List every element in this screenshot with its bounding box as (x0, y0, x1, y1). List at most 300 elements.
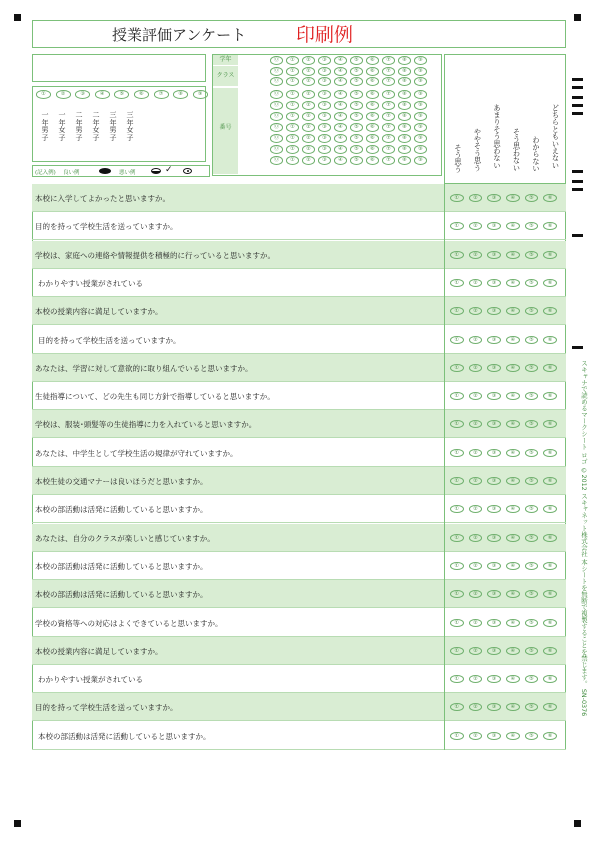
answer-bubble[interactable]: ⑥ (543, 675, 557, 683)
answer-bubble[interactable]: ⑤ (525, 392, 539, 400)
answer-bubble[interactable]: ⑥ (543, 732, 557, 740)
answer-bubbles (450, 364, 557, 372)
answer-bubble[interactable]: ④ (506, 279, 520, 287)
id-bubble[interactable]: ③ (318, 123, 331, 132)
id-bubble[interactable]: ③ (318, 156, 331, 165)
id-bubble[interactable]: ① (286, 101, 299, 110)
answer-bubbles (450, 279, 557, 287)
answer-bubbles (450, 590, 557, 598)
grade-bubble[interactable]: ⑤ (114, 90, 129, 99)
id-bubble[interactable]: ④ (334, 67, 347, 76)
answer-bubble[interactable]: ② (469, 307, 483, 315)
answer-bubble[interactable]: ④ (506, 449, 520, 457)
answer-bubble[interactable]: ① (450, 307, 464, 315)
id-bubble[interactable]: ⑦ (382, 145, 395, 154)
answer-bubbles (450, 392, 557, 400)
answer-bubble[interactable]: ⑤ (525, 279, 539, 287)
side-copyright: スキャナで読めるマークシート ロゴ ©2012 スキャネット株式会社 本シートを無断で複製することを禁じます。 SN-0376 (580, 360, 588, 717)
answer-bubble[interactable]: ④ (506, 590, 520, 598)
id-bubble[interactable]: ④ (334, 101, 347, 110)
id-bubble[interactable]: ② (302, 101, 315, 110)
answer-bubble[interactable]: ② (469, 590, 483, 598)
id-bubble[interactable]: ⑦ (382, 56, 395, 65)
id-bubble[interactable]: ⑨ (414, 56, 427, 65)
answer-bubble[interactable]: ③ (487, 336, 501, 344)
answer-bubble[interactable]: ② (469, 647, 483, 655)
id-bubble[interactable]: ⑦ (382, 101, 395, 110)
id-bubble[interactable]: ② (302, 112, 315, 121)
id-bubble-row (270, 56, 427, 65)
grade-bubble[interactable]: ⑧ (173, 90, 188, 99)
id-bubble[interactable]: ⑤ (350, 101, 363, 110)
answer-bubble[interactable]: ⑤ (525, 477, 539, 485)
answer-bubble[interactable]: ⑤ (525, 590, 539, 598)
id-bubble[interactable]: ① (286, 112, 299, 121)
id-bubble[interactable]: ⑧ (398, 145, 411, 154)
name-field[interactable] (32, 54, 206, 82)
answer-bubble[interactable]: ⑥ (543, 647, 557, 655)
id-bubble-row (270, 90, 427, 99)
id-bubble[interactable]: ⑧ (398, 101, 411, 110)
id-bubble[interactable]: ⑦ (382, 123, 395, 132)
answer-bubble[interactable]: ① (450, 647, 464, 655)
answer-bubble[interactable]: ④ (506, 364, 520, 372)
answer-bubble[interactable]: ③ (487, 703, 501, 711)
answer-bubbles (450, 336, 557, 344)
answer-bubble[interactable]: ② (469, 534, 483, 542)
answer-bubble[interactable]: ⑤ (525, 505, 539, 513)
answer-bubble[interactable]: ② (469, 449, 483, 457)
answer-bubble[interactable]: ⑤ (525, 449, 539, 457)
id-bubble[interactable]: ⑨ (414, 123, 427, 132)
answer-bubbles (450, 703, 557, 711)
answer-bubble[interactable]: ③ (487, 251, 501, 259)
answer-bubble[interactable]: ③ (487, 194, 501, 202)
answer-bubble[interactable]: ④ (506, 505, 520, 513)
question-text: あなたは、自分のクラスが楽しいと感じていますか。 (35, 533, 215, 543)
answer-bubble[interactable]: ⑥ (543, 449, 557, 457)
answer-bubble[interactable]: ④ (506, 562, 520, 570)
answer-bubble[interactable]: ⑥ (543, 251, 557, 259)
id-bubble[interactable]: ② (302, 123, 315, 132)
answer-bubbles (450, 420, 557, 428)
id-bubble[interactable]: ⑨ (414, 77, 427, 86)
id-bubble[interactable]: ③ (318, 134, 331, 143)
answer-bubble[interactable]: ⑥ (543, 420, 557, 428)
answer-bubble[interactable]: ④ (506, 194, 520, 202)
answer-bubble[interactable]: ④ (506, 392, 520, 400)
id-bubble-row (270, 101, 427, 110)
id-bubble[interactable]: ④ (334, 145, 347, 154)
id-bubble[interactable]: ② (302, 134, 315, 143)
answer-bubble[interactable]: ⑥ (543, 307, 557, 315)
id-bubble[interactable]: ⓪ (270, 56, 283, 65)
dot-mark-icon (183, 168, 192, 174)
answer-bubble[interactable]: ④ (506, 222, 520, 230)
answer-bubble[interactable]: ③ (487, 392, 501, 400)
id-bubble[interactable]: ① (286, 123, 299, 132)
answer-bubble[interactable]: ① (450, 364, 464, 372)
answer-bubbles (450, 534, 557, 542)
question-row (32, 241, 566, 269)
answer-bubbles (450, 251, 557, 259)
id-bubble[interactable]: ④ (334, 90, 347, 99)
answer-bubble[interactable]: ① (450, 703, 464, 711)
answer-bubble[interactable]: ④ (506, 420, 520, 428)
answer-bubble[interactable]: ⑥ (543, 619, 557, 627)
answer-bubble[interactable]: ① (450, 222, 464, 230)
id-bubble[interactable]: ⑤ (350, 145, 363, 154)
answer-bubble[interactable]: ③ (487, 477, 501, 485)
answer-bubble[interactable]: ② (469, 420, 483, 428)
answer-bubble[interactable]: ③ (487, 222, 501, 230)
answer-bubble[interactable]: ① (450, 534, 464, 542)
id-bubble[interactable]: ⑧ (398, 56, 411, 65)
answer-bubble[interactable]: ② (469, 364, 483, 372)
answer-bubble[interactable]: ⑥ (543, 590, 557, 598)
answer-bubble[interactable]: ① (450, 675, 464, 683)
grade-column-label: 二年女子 (92, 111, 100, 142)
id-bubble[interactable]: ⑧ (398, 123, 411, 132)
answer-bubble[interactable]: ① (450, 420, 464, 428)
id-bubble-row (270, 77, 427, 86)
answer-bubble[interactable]: ② (469, 505, 483, 513)
answer-bubble[interactable]: ② (469, 392, 483, 400)
grade-column-label: 二年男子 (75, 111, 83, 142)
answer-bubble[interactable]: ③ (487, 534, 501, 542)
answer-bubble[interactable]: ② (469, 336, 483, 344)
id-bubble[interactable]: ③ (318, 77, 331, 86)
answer-bubble[interactable]: ⑥ (543, 336, 557, 344)
question-text: 生徒指導について、どの先生も同じ方針で指導していると思いますか。 (35, 392, 275, 402)
id-bubble[interactable]: ⑦ (382, 156, 395, 165)
id-bubble[interactable]: ① (286, 134, 299, 143)
answer-bubble[interactable]: ① (450, 251, 464, 259)
answer-bubble[interactable]: ⑤ (525, 420, 539, 428)
answer-bubble[interactable]: ⑥ (543, 279, 557, 287)
id-bubble[interactable]: ③ (318, 56, 331, 65)
id-bubble[interactable]: ④ (334, 134, 347, 143)
answer-bubble[interactable]: ③ (487, 279, 501, 287)
answer-bubble[interactable]: ⑤ (525, 675, 539, 683)
answer-bubbles (450, 222, 557, 230)
number-label: 番号 (213, 88, 238, 174)
answer-bubble[interactable]: ③ (487, 505, 501, 513)
answer-bubble[interactable]: ② (469, 703, 483, 711)
id-bubble[interactable]: ⑨ (414, 112, 427, 121)
id-bubble-row (270, 112, 427, 121)
timing-mark (572, 234, 583, 237)
question-row (32, 382, 566, 410)
answer-bubble[interactable]: ⑥ (543, 364, 557, 372)
id-bubble[interactable]: ⑧ (398, 77, 411, 86)
answer-bubble[interactable]: ③ (487, 675, 501, 683)
answer-bubble[interactable]: ② (469, 675, 483, 683)
answer-bubble[interactable]: ④ (506, 703, 520, 711)
question-text: わかりやすい授業がされている (38, 278, 143, 288)
id-bubble[interactable]: ③ (318, 67, 331, 76)
id-bubble[interactable]: ① (286, 156, 299, 165)
question-row (32, 580, 566, 608)
id-bubble[interactable]: ④ (334, 112, 347, 121)
scale-label-item: ややそう思う (473, 128, 483, 172)
timing-mark (572, 86, 583, 89)
grade-bubble[interactable]: ⑦ (154, 90, 169, 99)
id-bubble[interactable]: ⑥ (366, 67, 379, 76)
good-mark-icon (99, 168, 111, 174)
id-bubble[interactable]: ⑤ (350, 77, 363, 86)
id-bubble[interactable]: ① (286, 145, 299, 154)
id-bubble[interactable]: ① (286, 67, 299, 76)
id-bubble[interactable]: ⑦ (382, 112, 395, 121)
question-row (32, 439, 566, 467)
answer-bubble[interactable]: ⑥ (543, 534, 557, 542)
question-row (32, 297, 566, 325)
grade-column-label: 三年女子 (126, 111, 134, 142)
id-bubble[interactable]: ⑤ (350, 67, 363, 76)
id-bubble[interactable]: ⓪ (270, 77, 283, 86)
answer-bubble[interactable]: ② (469, 477, 483, 485)
answer-bubble[interactable]: ⑤ (525, 534, 539, 542)
answer-bubble[interactable]: ① (450, 279, 464, 287)
answer-bubble[interactable]: ⑤ (525, 336, 539, 344)
grade-bubble[interactable]: ① (36, 90, 51, 99)
answer-bubble[interactable]: ① (450, 619, 464, 627)
answer-bubble[interactable]: ② (469, 251, 483, 259)
question-row (32, 184, 566, 212)
answer-bubble[interactable]: ③ (487, 364, 501, 372)
timing-mark (572, 188, 583, 191)
id-bubble[interactable]: ⑧ (398, 90, 411, 99)
answer-bubbles (450, 505, 557, 513)
answer-bubble[interactable]: ③ (487, 562, 501, 570)
id-bubble[interactable]: ① (286, 56, 299, 65)
answer-bubble[interactable]: ⑤ (525, 647, 539, 655)
question-row (32, 212, 566, 240)
marking-legend (32, 165, 210, 177)
answer-bubble[interactable]: ① (450, 562, 464, 570)
id-bubble[interactable]: ⓪ (270, 112, 283, 121)
answer-bubble[interactable]: ④ (506, 675, 520, 683)
question-text: 学校は、家庭への連絡や情報提供を積極的に行っていると思いますか。 (35, 250, 275, 260)
id-bubble[interactable]: ⑥ (366, 90, 379, 99)
corner-mark-top-right (574, 14, 581, 21)
answer-bubble[interactable]: ③ (487, 619, 501, 627)
id-bubble[interactable]: ⑤ (350, 56, 363, 65)
id-bubble[interactable]: ④ (334, 156, 347, 165)
print-sample-stamp: 印刷例 (296, 24, 354, 46)
answer-bubble[interactable]: ⑥ (543, 222, 557, 230)
id-bubble[interactable]: ⑨ (414, 145, 427, 154)
id-bubble[interactable]: ② (302, 67, 315, 76)
answer-bubble[interactable]: ⑥ (543, 194, 557, 202)
id-bubble-row (270, 123, 427, 132)
legend-label: (記入例) (35, 170, 56, 176)
id-bubble[interactable]: ⓪ (270, 156, 283, 165)
question-text: 本校の部活動は活発に活動していると思いますか。 (35, 561, 208, 571)
id-bubble[interactable]: ⑥ (366, 123, 379, 132)
id-bubble[interactable]: ⑨ (414, 67, 427, 76)
question-row (32, 693, 566, 721)
id-bubble[interactable]: ⑤ (350, 112, 363, 121)
answer-divider (444, 184, 445, 750)
scale-label-item: そう思う (454, 144, 463, 173)
id-bubble[interactable]: ⑨ (414, 156, 427, 165)
legend-good: 良い例 (63, 170, 80, 176)
answer-bubble[interactable]: ⑥ (543, 505, 557, 513)
answer-bubble[interactable]: ① (450, 732, 464, 740)
answer-bubble[interactable]: ② (469, 732, 483, 740)
grade-column-label: 三年男子 (109, 111, 117, 142)
id-bubble[interactable]: ⑥ (366, 56, 379, 65)
question-row (32, 722, 566, 750)
id-bubble[interactable]: ⑥ (366, 101, 379, 110)
id-bubble[interactable]: ⑥ (366, 156, 379, 165)
answer-bubble[interactable]: ⑤ (525, 562, 539, 570)
id-bubble[interactable]: ⑥ (366, 134, 379, 143)
answer-bubble[interactable]: ⑤ (525, 222, 539, 230)
answer-bubble[interactable]: ① (450, 505, 464, 513)
id-bubble[interactable]: ② (302, 145, 315, 154)
answer-bubble[interactable]: ④ (506, 477, 520, 485)
grade-bubble[interactable]: ⑥ (134, 90, 149, 99)
id-bubble[interactable]: ⑧ (398, 112, 411, 121)
answer-bubble[interactable]: ① (450, 392, 464, 400)
answer-bubble[interactable]: ⑥ (543, 703, 557, 711)
answer-bubble[interactable]: ② (469, 194, 483, 202)
answer-bubble[interactable]: ② (469, 619, 483, 627)
id-bubble[interactable]: ⑦ (382, 90, 395, 99)
scale-label-item: そう思わない (512, 128, 522, 172)
id-bubble[interactable]: ⑤ (350, 90, 363, 99)
answer-bubble[interactable]: ② (469, 279, 483, 287)
answer-bubble[interactable]: ⑥ (543, 392, 557, 400)
id-bubble[interactable]: ③ (318, 145, 331, 154)
question-row (32, 524, 566, 552)
id-bubble[interactable]: ② (302, 156, 315, 165)
id-bubble[interactable]: ③ (318, 101, 331, 110)
id-bubble[interactable]: ③ (318, 112, 331, 121)
id-bubble[interactable]: ⑦ (382, 134, 395, 143)
id-bubble[interactable]: ④ (334, 56, 347, 65)
id-bubble[interactable]: ⑤ (350, 156, 363, 165)
answer-bubble[interactable]: ⑥ (543, 477, 557, 485)
id-bubble[interactable]: ③ (318, 90, 331, 99)
id-bubble[interactable]: ④ (334, 123, 347, 132)
answer-bubble[interactable]: ⑤ (525, 251, 539, 259)
grade-bubble[interactable]: ③ (75, 90, 90, 99)
id-bubble[interactable]: ⑨ (414, 90, 427, 99)
id-bubble[interactable]: ⑤ (350, 123, 363, 132)
id-bubble[interactable]: ⑥ (366, 112, 379, 121)
question-text: 目的を持って学校生活を送っていますか。 (38, 335, 181, 345)
answer-bubble[interactable]: ④ (506, 251, 520, 259)
id-bubble[interactable]: ⓪ (270, 134, 283, 143)
id-bubble[interactable]: ⑨ (414, 101, 427, 110)
id-bubble[interactable]: ⓪ (270, 90, 283, 99)
id-bubble[interactable]: ① (286, 77, 299, 86)
page-title: 授業評価アンケート (112, 26, 247, 44)
question-text: あなたは、中学生として学校生活の規律が守れていますか。 (35, 448, 238, 458)
id-bubble[interactable]: ⑤ (350, 134, 363, 143)
answer-bubbles (450, 675, 557, 683)
id-bubble[interactable]: ⓪ (270, 67, 283, 76)
answer-bubble[interactable]: ④ (506, 534, 520, 542)
corner-mark-bottom-left (14, 820, 21, 827)
answer-bubble[interactable]: ⑤ (525, 732, 539, 740)
answer-bubble[interactable]: ③ (487, 732, 501, 740)
answer-bubble[interactable]: ⑤ (525, 703, 539, 711)
answer-bubble[interactable]: ③ (487, 420, 501, 428)
answer-bubble[interactable]: ① (450, 336, 464, 344)
id-bubble[interactable]: ⑦ (382, 67, 395, 76)
answer-bubble[interactable]: ⑤ (525, 364, 539, 372)
question-text: 目的を持って学校生活を送っていますか。 (35, 703, 178, 713)
id-bubble[interactable]: ⑥ (366, 77, 379, 86)
answer-bubble[interactable]: ⑤ (525, 619, 539, 627)
id-bubble[interactable]: ⓪ (270, 145, 283, 154)
id-bubble[interactable]: ⑧ (398, 134, 411, 143)
id-bubble[interactable]: ① (286, 90, 299, 99)
grade-bubble[interactable]: ② (56, 90, 71, 99)
id-bubble[interactable]: ⑨ (414, 134, 427, 143)
answer-bubble[interactable]: ④ (506, 732, 520, 740)
grade-column-label: 一年男子 (41, 111, 49, 142)
id-bubble[interactable]: ② (302, 90, 315, 99)
answer-bubble[interactable]: ④ (506, 619, 520, 627)
id-bubble[interactable]: ⓪ (270, 123, 283, 132)
answer-bubble[interactable]: ① (450, 194, 464, 202)
answer-bubble[interactable]: ⑤ (525, 307, 539, 315)
answer-bubbles (450, 562, 557, 570)
id-bubble[interactable]: ⑧ (398, 156, 411, 165)
answer-bubble[interactable]: ② (469, 562, 483, 570)
grade-bubble[interactable]: ⑨ (193, 90, 208, 99)
id-bubble[interactable]: ④ (334, 77, 347, 86)
answer-bubbles (450, 194, 557, 202)
timing-mark (572, 96, 583, 99)
grade-label: 学年 (213, 55, 238, 65)
grade-bubble[interactable]: ④ (95, 90, 110, 99)
answer-bubbles (450, 449, 557, 457)
id-bubble[interactable]: ⓪ (270, 101, 283, 110)
answer-bubble[interactable]: ① (450, 590, 464, 598)
id-bubble[interactable]: ⑧ (398, 67, 411, 76)
answer-bubble[interactable]: ③ (487, 307, 501, 315)
answer-bubble[interactable]: ④ (506, 307, 520, 315)
answer-bubble[interactable]: ① (450, 449, 464, 457)
half-mark-icon (151, 168, 161, 174)
question-text: 本校の部活動は活発に活動していると思いますか。 (35, 505, 208, 515)
answer-bubble[interactable]: ③ (487, 647, 501, 655)
question-row (32, 609, 566, 637)
answer-bubble[interactable]: ② (469, 222, 483, 230)
question-text: あなたは、学習に対して意欲的に取り組んでいると思いますか。 (35, 363, 253, 373)
id-bubble[interactable]: ② (302, 56, 315, 65)
answer-bubble[interactable]: ③ (487, 449, 501, 457)
id-bubble[interactable]: ② (302, 77, 315, 86)
answer-bubble[interactable]: ⑤ (525, 194, 539, 202)
question-row (32, 410, 566, 438)
id-bubble[interactable]: ⑥ (366, 145, 379, 154)
answer-bubble[interactable]: ④ (506, 336, 520, 344)
answer-bubble[interactable]: ④ (506, 647, 520, 655)
answer-bubble[interactable]: ⑥ (543, 562, 557, 570)
answer-bubble[interactable]: ① (450, 477, 464, 485)
id-bubble[interactable]: ⑦ (382, 77, 395, 86)
timing-mark (572, 104, 583, 107)
answer-bubble[interactable]: ③ (487, 590, 501, 598)
